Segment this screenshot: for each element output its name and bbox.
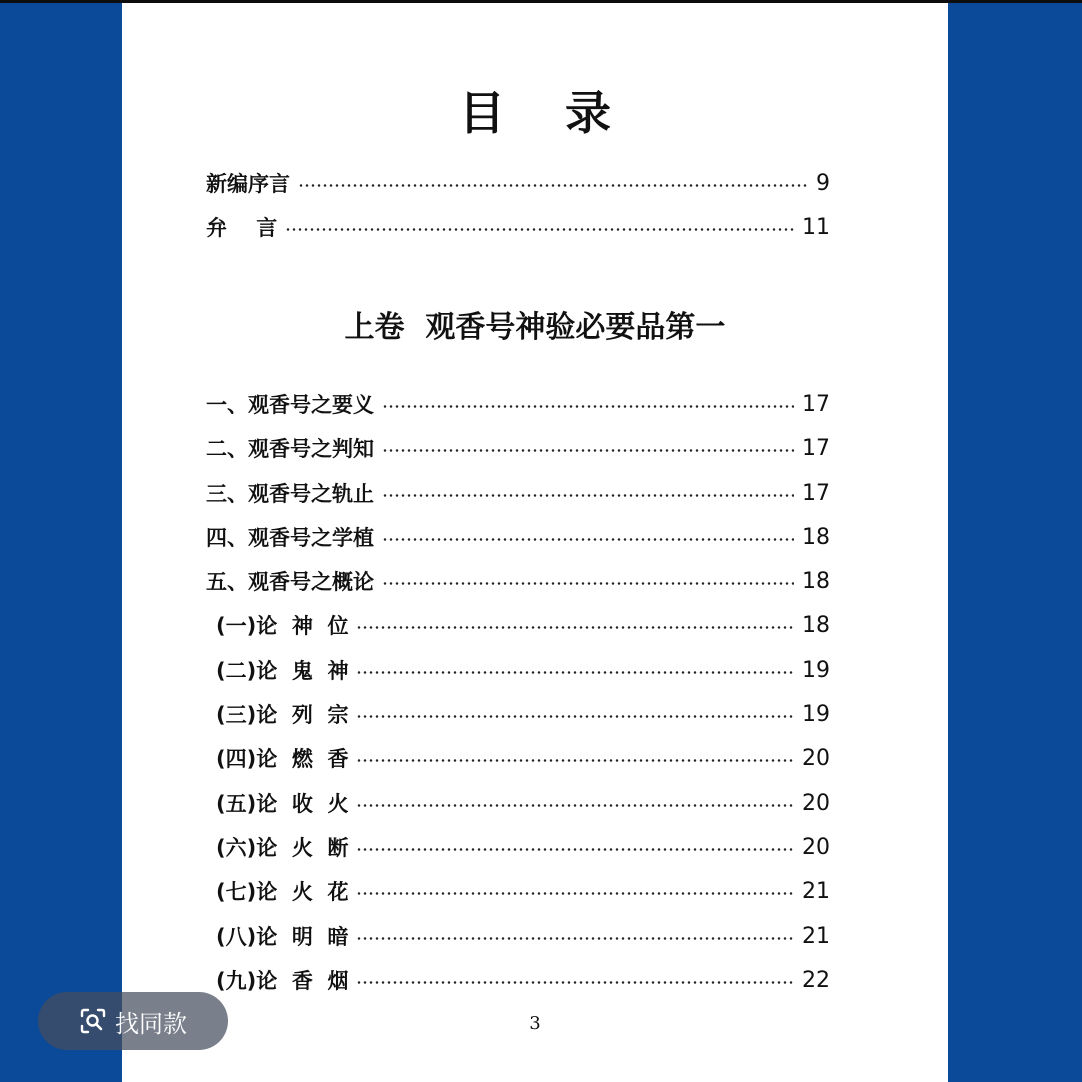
toc-leader-dots — [356, 981, 794, 984]
toc-subentry — [216, 920, 830, 952]
toc-entry — [206, 432, 830, 464]
toc-leader-dots — [356, 715, 794, 718]
page-title: 目 录 — [458, 86, 633, 140]
toc-leader-dots — [356, 671, 794, 674]
toc-leader-dots — [382, 405, 794, 408]
toc-entry — [206, 477, 830, 509]
toc-leader-dots — [298, 184, 808, 187]
toc-entry — [206, 521, 830, 553]
toc-entry-label: 一、观香号之要义 — [206, 393, 374, 417]
toc-entry-label: (三)论 列 宗 — [216, 703, 349, 727]
toc-entry-label: (二)论 鬼 神 — [216, 659, 349, 683]
toc-leader-dots — [356, 626, 794, 629]
toc-entry-label: (五)论 收 火 — [216, 792, 349, 816]
toc-entry-page: 19 — [802, 657, 830, 683]
toc-subentry — [216, 609, 830, 641]
toc-entry-label: (七)论 火 花 — [216, 880, 349, 904]
toc-leader-dots — [382, 538, 794, 541]
toc-entry-page: 9 — [816, 170, 830, 196]
toc-entry-label: 新编序言 — [206, 172, 290, 196]
toc-entry-page: 19 — [802, 701, 830, 727]
toc-entry-label: (八)论 明 暗 — [216, 925, 349, 949]
toc-entry-page: 20 — [802, 790, 830, 816]
toc-leader-dots — [382, 449, 794, 452]
toc-entry — [206, 167, 830, 199]
toc-leader-dots — [356, 937, 794, 940]
toc-leader-dots — [356, 892, 794, 895]
find-same-button[interactable] — [38, 992, 228, 1050]
toc-entry-page: 20 — [802, 834, 830, 860]
toc-entry-label: (六)论 火 断 — [216, 836, 349, 860]
toc-entry-label: (四)论 燃 香 — [216, 747, 349, 771]
toc-subentry — [216, 964, 830, 996]
toc-entry-page: 17 — [802, 391, 830, 417]
section-title: 上卷 观香号神验必要品第一 — [344, 310, 726, 345]
toc-entry-page: 11 — [802, 214, 830, 240]
toc-subentry — [216, 831, 830, 863]
toc-leader-dots — [382, 494, 794, 497]
toc-leader-dots — [356, 759, 794, 762]
toc-subentry — [216, 787, 830, 819]
toc-entry — [206, 388, 830, 420]
scan-search-icon — [79, 1007, 107, 1035]
toc-entry — [206, 211, 830, 243]
toc-entry-label: (一)论 神 位 — [216, 614, 349, 638]
toc-entry-page: 18 — [802, 568, 830, 594]
toc-entry-page: 17 — [802, 480, 830, 506]
toc-entry-label: 三、观香号之轨止 — [206, 482, 374, 506]
toc-entry-label: (九)论 香 烟 — [216, 969, 349, 993]
toc-entry-label: 弁 言 — [206, 216, 278, 240]
toc-leader-dots — [285, 228, 794, 231]
book-page — [122, 3, 948, 1082]
toc-entry-label: 五、观香号之概论 — [206, 570, 374, 594]
find-same-label: 找同款 — [115, 1009, 187, 1038]
toc-entry-page: 22 — [802, 967, 830, 993]
page-number: 3 — [529, 1013, 541, 1034]
toc-entry-label: 二、观香号之判知 — [206, 437, 374, 461]
toc-entry — [206, 565, 830, 597]
toc-entry-page: 17 — [802, 435, 830, 461]
toc-subentry — [216, 654, 830, 686]
toc-entry-page: 20 — [802, 745, 830, 771]
toc-leader-dots — [356, 804, 794, 807]
toc-leader-dots — [382, 582, 794, 585]
toc-entry-page: 18 — [802, 612, 830, 638]
toc-subentry — [216, 875, 830, 907]
toc-subentry — [216, 698, 830, 730]
toc-entry-page: 21 — [802, 878, 830, 904]
toc-entry-page: 21 — [802, 923, 830, 949]
toc-entry-page: 18 — [802, 524, 830, 550]
toc-entry-label: 四、观香号之学植 — [206, 526, 374, 550]
toc-subentry — [216, 742, 830, 774]
toc-leader-dots — [356, 848, 794, 851]
